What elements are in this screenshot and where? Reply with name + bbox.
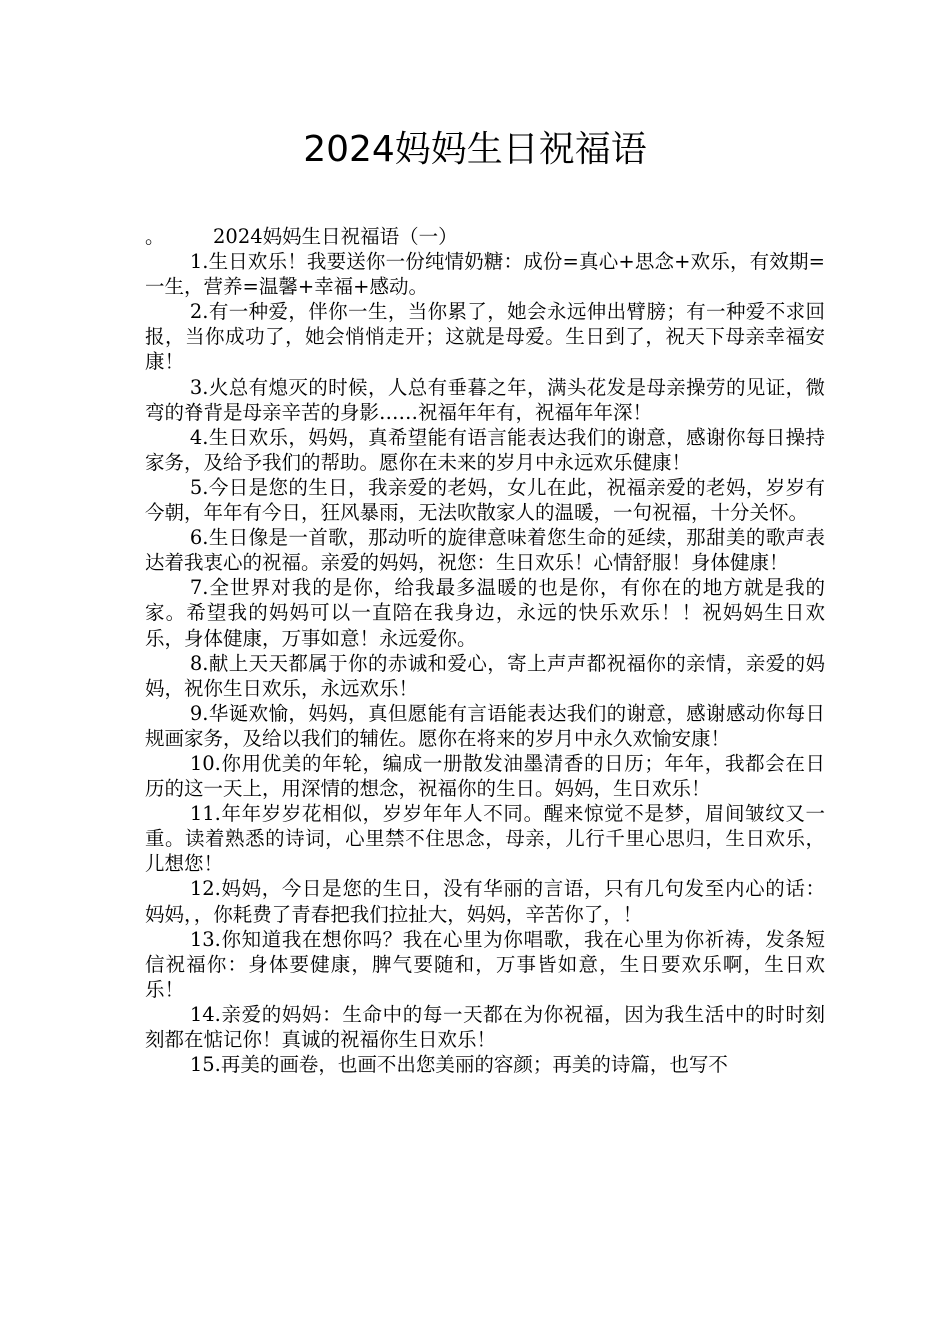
paragraph: 3.火总有熄灭的时候，人总有垂暮之年，满头花发是母亲操劳的见证，微弯的脊背是母亲辛苦的身影……祝福年年有，祝福年年深！ — [145, 375, 825, 424]
paragraph: 9.华诞欢愉，妈妈，真但愿能有言语能表达我们的谢意，感谢感动你每日规画家务，及给以我们的辅佐。愿你在将来的岁月中永久欢愉安康！ — [145, 701, 825, 750]
document-title: 2024妈妈生日祝福语 — [303, 129, 647, 170]
document-body — [145, 224, 825, 1077]
section-marker: 。 — [145, 225, 165, 248]
paragraph: 6.生日像是一首歌，那动听的旋律意味着您生命的延续，那甜美的歌声表达着我衷心的祝福。亲爱的妈妈，祝您：生日欢乐！心情舒服！身体健康！ — [145, 526, 825, 575]
paragraph: 7.全世界对我的是你，给我最多温暖的也是你，有你在的地方就是我的家。希望我的妈妈可以一直陪在我身边，永远的快乐欢乐！！祝妈妈生日欢乐，身体健康，万事如意！永远爱你。 — [145, 576, 825, 650]
section-title: 2024妈妈生日祝福语（一） — [213, 225, 458, 248]
section-heading — [145, 224, 825, 249]
paragraph: 1.生日欢乐！我要送你一份纯情奶糖：成份=真心+思念+欢乐，有效期=一生，营养=温馨+幸福+感动。 — [145, 250, 825, 299]
paragraph: 14.亲爱的妈妈：生命中的每一天都在为你祝福，因为我生活中的时时刻刻都在惦记你！真诚的祝福你生日欢乐！ — [145, 1002, 825, 1051]
paragraph: 10.你用优美的年轮，编成一册散发油墨清香的日历；年年，我都会在日历的这一天上，用深情的想念，祝福你的生日。妈妈，生日欢乐！ — [145, 751, 825, 801]
paragraph: 4.生日欢乐，妈妈，真希望能有语言能表达我们的谢意，感谢你每日操持家务，及给予我们的帮助。愿你在未来的岁月中永远欢乐健康！ — [145, 425, 825, 474]
paragraph: 11.年年岁岁花相似，岁岁年年人不同。醒来惊觉不是梦，眉间皱纹又一重。读着熟悉的诗词，心里禁不住思念，母亲，儿行千里心思归，生日欢乐，儿想您！ — [145, 802, 825, 876]
paragraph: 12.妈妈，今日是您的生日，没有华丽的言语，只有几句发至内心的话：妈妈，，你耗费了青春把我们拉扯大，妈妈，辛苦你了，！ — [145, 877, 825, 926]
paragraph: 5.今日是您的生日，我亲爱的老妈，女儿在此，祝福亲爱的老妈，岁岁有今朝，年年有今日，狂风暴雨，无法吹散家人的温暖，一句祝福，十分关怀。 — [145, 475, 825, 525]
paragraph: 13.你知道我在想你吗？我在心里为你唱歌，我在心里为你祈祷，发条短信祝福你：身体要健康，脾气要随和，万事皆如意，生日要欢乐啊，生日欢乐！ — [145, 927, 825, 1001]
paragraph: 8.献上天天都属于你的赤诚和爱心，寄上声声都祝福你的亲情，亲爱的妈妈，祝你生日欢乐，永远欢乐！ — [145, 651, 825, 700]
paragraph: 2.有一种爱，伴你一生，当你累了，她会永远伸出臂膀；有一种爱不求回报，当你成功了，她会悄悄走开；这就是母爱。生日到了，祝天下母亲幸福安康！ — [145, 300, 825, 374]
paragraph: 15.再美的画卷，也画不出您美丽的容颜；再美的诗篇，也写不 — [189, 1053, 728, 1077]
